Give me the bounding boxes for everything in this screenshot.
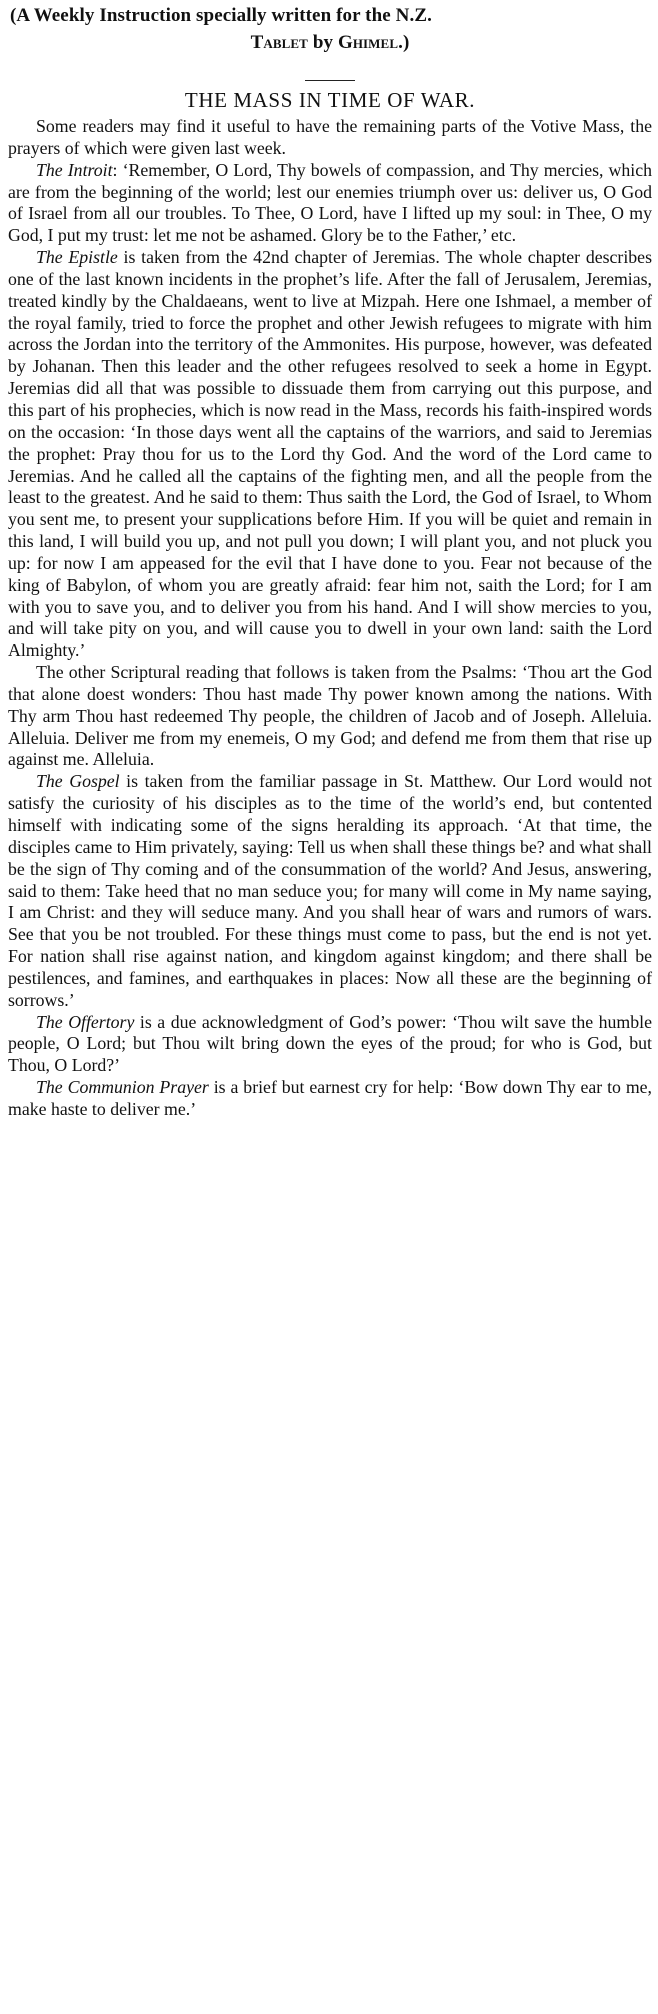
paragraph-text: Some readers may find it useful to have the remaining parts of the Votive Mass, the prayers of which were given last week. <box>8 116 652 158</box>
paragraph-offertory <box>8 1012 652 1078</box>
paragraph-text: is a due acknowledgment of God’s power: ‘Thou wilt save the humble people, O Lord; but Thou wilt bring down the eyes of the proud; for who is God, but Thou, O Lord?’ <box>8 1011 652 1076</box>
separator-rule <box>305 80 355 81</box>
paragraph-text: The other Scriptural reading that follows is taken from the Psalms: ‘Thou art the God that alone doest wonders: Thou hast made Thy power known among the nations. With Thy arm Thou hast redeemed Thy people, the children of Jacob and of Joseph. Alleluia. Alleluia. Deliver me from my enemeis, O my God; and defend me from them that rise up against me. Alleluia. <box>8 662 652 770</box>
paragraph-introit <box>8 160 652 247</box>
paragraph-text: is taken from the familiar passage in St. Matthew. Our Lord would not satisfy the curiosity of his disciples as to the time of the world’s end, but contented himself with indicating some of the signs heralding its approach. ‘At that time, the disciples came to Him privately, saying: Tell us when shall these things be? and what shall be the sign of Thy coming and of the consummation of the world? And Jesus, answering, said to them: Take heed that no man seduce you; for many will come in My name saying, I am Christ: and they will seduce many. And you shall hear of wars and rumors of wars. See that you be not troubled. For these things must come to pass, but the end is not yet. For nation shall rise against nation, and kingdom against kingdom; and there shall be pestilences, and famines, and earthquakes in places: Now all these are the beginning of sorrows.’ <box>8 771 652 1010</box>
paragraph-lead: The Offertory <box>36 1011 135 1032</box>
paragraph-lead: The Epistle <box>36 247 118 268</box>
paragraph-gospel <box>8 771 652 1011</box>
paragraph-lead: The Communion Prayer <box>36 1077 209 1098</box>
paragraph-communion <box>8 1077 652 1121</box>
article-heading: THE MASS IN TIME OF WAR. <box>184 88 476 112</box>
subtitle-author: Ghimel <box>337 32 399 53</box>
paragraph-text: is a brief but earnest cry for help: ‘Bow down Thy ear to me, make haste to deliver me.’ <box>8 1077 652 1119</box>
paragraph-epistle <box>8 247 652 662</box>
paragraph-text: : ‘Remember, O Lord, Thy bowels of compassion, and Thy mercies, which are from the beginning of the world; lest our enemies triumph over us: deliver us, O God of Israel from all our troubles. To Thee, O Lord, have I lifted up my soul: in Thee, O my God, I put my trust: let me not be ashamed. Glory be to the Father,’ etc. <box>8 159 652 246</box>
subtitle-publication: Tablet <box>250 32 308 53</box>
paragraph-intro <box>8 116 652 160</box>
paragraph-psalms <box>8 662 652 771</box>
subtitle-line-2 <box>8 29 652 56</box>
subtitle-by: by <box>307 32 338 53</box>
column-subtitle <box>8 2 652 56</box>
subtitle-close: .) <box>398 32 410 53</box>
subtitle-line-1: (A Weekly Instruction specially written for the N.Z. <box>10 5 432 26</box>
paragraph-lead: The Introit <box>36 159 113 180</box>
paragraph-text: is taken from the 42nd chapter of Jeremias. The whole chapter describes one of the last known incidents in the prophet’s life. After the fall of Jerusalem, Jeremias, treated kindly by the Chaldaeans, went to live at Mizpah. Here one Ishmael, a member of the royal family, tried to force the prophet and other Jewish refugees to migrate with him across the Jordan into the territory of the Ammonites. His purpose, however, was defeated by Johanan. Then this leader and the other refugees resolved to seek a home in Egypt. Jeremias did all that was possible to dissuade them from carrying out this purpose, and this part of his prophecies, which is now read in the Mass, records his faith-inspired words on the occasion: ‘In those days went all the captains of the warriors, and said to Jeremias the prophet: Pray thou for us to the Lord thy God. And the word of the Lord came to Jeremias. And he called all the captains of the fighting men, and all the people from the least to the greatest. And he said to them: Thus saith the Lord, the God of Israel, to Whom you sent me, to present your supplications before Him. If you will be quiet and remain in this land, I will build you up, and not pull you down; I will plant you, and not pluck you up: for now I am appeased for the evil that I have done to you. Fear not because of the king of Babylon, of whom you are greatly afraid: fear him not, saith the Lord; for I am with you to save you, and to deliver you from his hand. And I will show mercies to you, and will take pity on you, and will cause you to dwell in your own land: saith the Lord Almighty.’ <box>8 247 652 661</box>
paragraph-lead: The Gospel <box>36 771 120 792</box>
